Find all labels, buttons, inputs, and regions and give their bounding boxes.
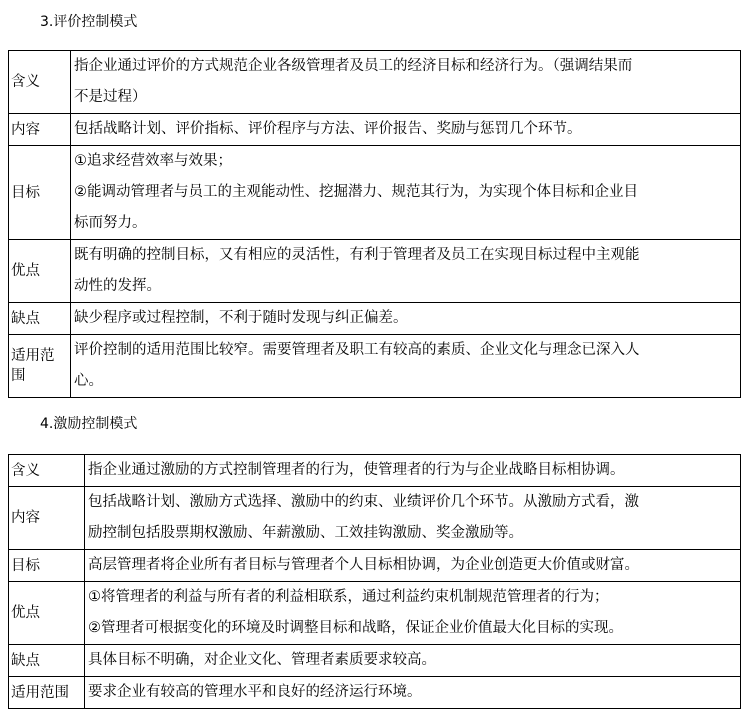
text-line: 励控制包括股票期权激励、年薪激励、工效挂钩激励、奖金激励等。 [88,525,523,541]
table-row [9,645,741,677]
row-value [85,645,741,677]
text-line: ①将管理者的利益与所有者的利益相联系，通过利益约束机制规范管理者的行为； [88,589,609,605]
row-value [85,487,741,550]
row-key: 优点 [9,582,85,645]
table-row [9,550,741,582]
row-value [85,677,741,709]
table-row [9,455,741,487]
text-line: 要求企业有较高的管理水平和良好的经济运行环境。 [88,684,422,700]
row-key: 缺点 [9,303,71,335]
evaluation-control-table [8,50,741,398]
table-row [9,487,741,550]
row-key: 目标 [9,146,71,240]
row-key: 优点 [9,240,71,303]
row-key: 适用范围 [9,335,71,398]
row-value [85,550,741,582]
text-line: 评价控制的适用范围比较窄。需要管理者及职工有较高的素质、企业文化与理念已深入人 [74,342,640,358]
table-row [9,114,741,146]
section-4-title: 4.激励控制模式 [40,416,138,432]
row-value [71,335,741,398]
text-line: 不是过程） [74,89,147,105]
row-value [71,114,741,146]
row-key: 内容 [9,114,71,146]
text-line: ①追求经营效率与效果； [74,153,232,169]
text-line: 高层管理者将企业所有者目标与管理者个人目标相协调，为企业创造更大价值或财富。 [88,557,639,573]
table-row [9,146,741,240]
row-key: 含义 [9,51,71,114]
row-key: 内容 [9,487,85,550]
row-value [71,51,741,114]
row-value [85,582,741,645]
row-value [71,146,741,240]
table-row [9,303,741,335]
table-row [9,51,741,114]
row-key: 含义 [9,455,85,487]
text-line: ②管理者可根据变化的环境及时调整目标和战略，保证企业价值最大化目标的实现。 [88,620,623,636]
table-row [9,335,741,398]
text-line: 包括战略计划、激励方式选择、激励中的约束、业绩评价几个环节。从激励方式看，激 [88,494,639,510]
row-key: 适用范围 [9,677,85,709]
row-value [71,240,741,303]
table-row [9,677,741,709]
text-line: 心。 [74,373,103,389]
text-line: 指企业通过评价的方式规范企业各级管理者及员工的经济目标和经济行为。（强调结果而 [74,58,633,74]
text-line: ②能调动管理者与员工的主观能动性、挖掘潜力、规范其行为，为实现个体目标和企业目 [74,184,638,200]
text-line: 具体目标不明确，对企业文化、管理者素质要求较高。 [88,652,436,668]
text-line: 缺少程序或过程控制，不利于随时发现与纠正偏差。 [74,310,408,326]
row-value [71,303,741,335]
text-line: 指企业通过激励的方式控制管理者的行为，使管理者的行为与企业战略目标相协调。 [88,462,625,478]
section-3-title: 3.评价控制模式 [40,14,138,30]
text-line: 动性的发挥。 [74,278,161,294]
text-line: 标而努力。 [74,215,147,231]
table-row [9,240,741,303]
text-line: 既有明确的控制目标，又有相应的灵活性，有利于管理者及员工在实现目标过程中主观能 [74,247,640,263]
text-line: 包括战略计划、评价指标、评价程序与方法、评价报告、奖励与惩罚几个环节。 [74,121,582,137]
row-key: 目标 [9,550,85,582]
table-row [9,582,741,645]
incentive-control-table [8,454,741,709]
row-key: 缺点 [9,645,85,677]
row-value [85,455,741,487]
